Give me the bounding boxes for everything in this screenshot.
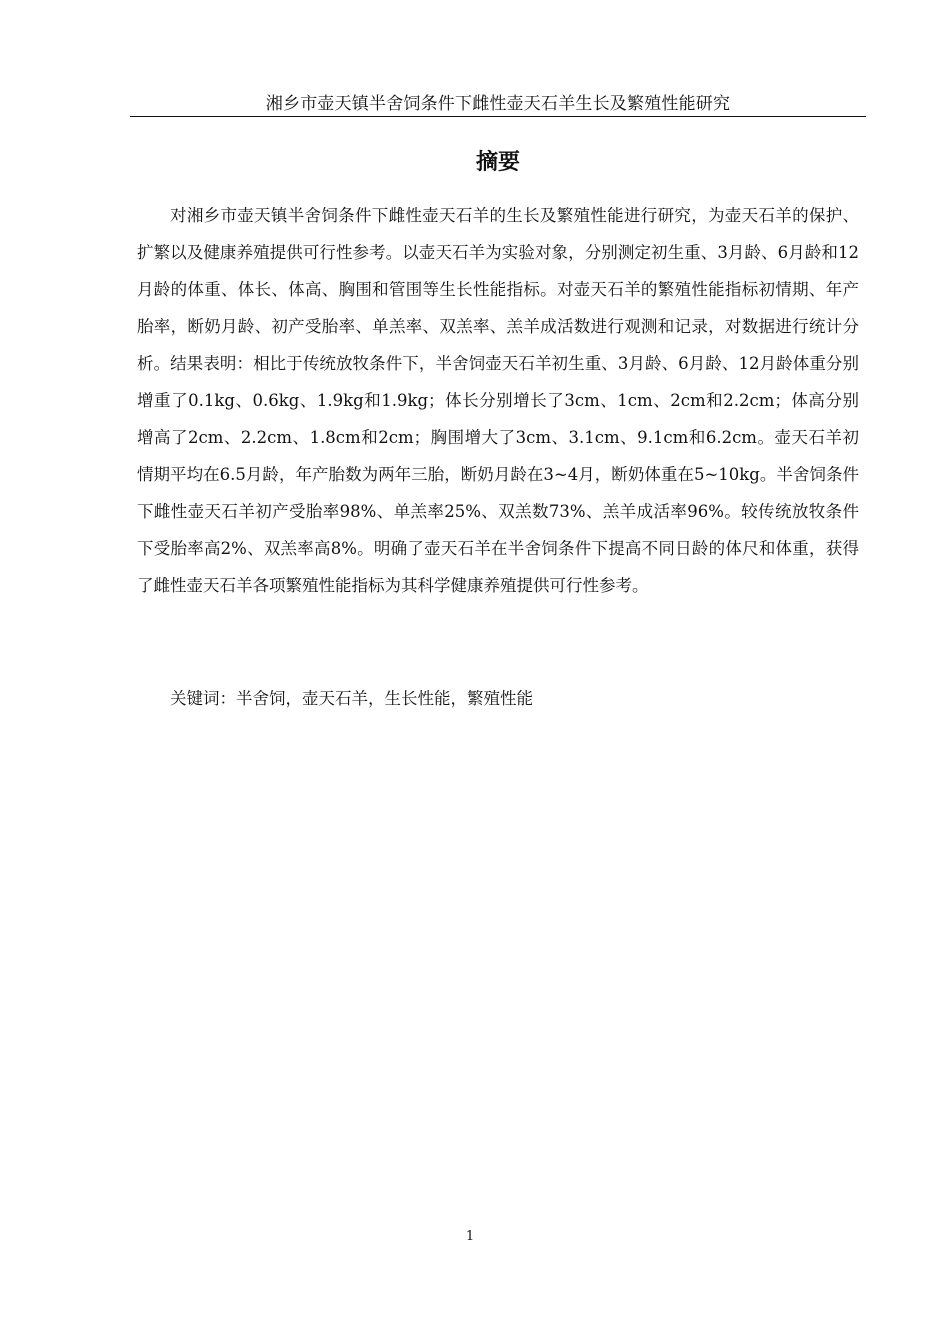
keywords-line: 关键词：半舍饲，壶天石羊，生长性能，繁殖性能 [170,689,533,708]
abstract-paragraph: 对湘乡市壶天镇半舍饲条件下雌性壶天石羊的生长及繁殖性能进行研究，为壶天石羊的保护、扩繁以及健康养殖提供可行性参考。以壶天石羊为实验对象，分别测定初生重、3月龄、6月龄和12月龄的体重、体长、体高、胸围和管围等生长性能指标。对壶天石羊的繁殖性能指标初情期、年产胎率，断奶月龄、初产受胎率、单羔率、双羔率、羔羊成活数进行观测和记录，对数据进行统计分析。结果表明：相比于传统放牧条件下，半舍饲壶天石羊初生重、3月龄、6月龄、12月龄体重分别增重了0.1kg、0.6kg、1.9kg和1.9kg；体长分别增长了3cm、1cm、2cm和2.2cm；体高分别增高了2cm、2.2cm、1.8cm和2cm；胸围增大了3cm、3.1cm、9.1cm和6.2cm。壶天石羊初情期平均在6.5月龄，年产胎数为两年三胎，断奶月龄在3~4月，断奶体重在5~10kg。半舍饲条件下雌性壶天石羊初产受胎率98%、单羔率25%、双羔数73%、羔羊成活率96%。较传统放牧条件下受胎率高2%、双羔率高8%。明确了壶天石羊在半舍饲条件下提高不同日龄的体尺和体重，获得了雌性壶天石羊各项繁殖性能指标为其科学健康养殖提供可行性参考。 [137,206,859,595]
page-number: 1 [465,1229,475,1244]
running-header-title: 湘乡市壶天镇半舍饲条件下雌性壶天石羊生长及繁殖性能研究 [265,94,731,114]
abstract-heading: 摘要 [475,150,520,175]
header-divider [130,116,866,117]
